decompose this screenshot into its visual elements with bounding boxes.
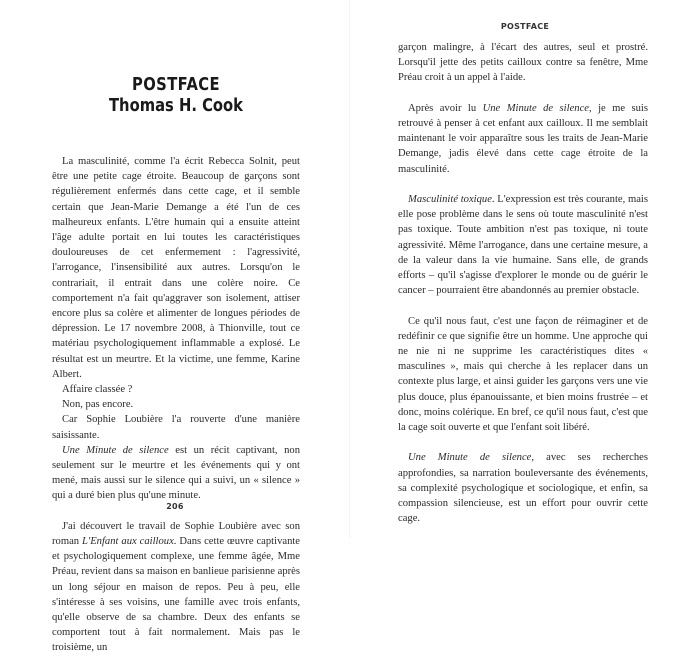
author-name: Thomas H. Cook bbox=[108, 95, 244, 116]
left-body-text bbox=[52, 154, 300, 656]
emphasis-italic: Masculinité toxique bbox=[408, 194, 492, 205]
paragraph: Ce qu'il nous faut, c'est une façon de réimaginer et de redéfinir ce que signifie être un homme. Une approche qui ne nie ni ne supprime les caractéristiques dites « masculines », mais qui cherche à les replacer dans un contexte plus large, et ainsi guider les garçons vers une vie plus douce, plus épanouissante, et bien moins frustrée – et donc, moins colérique. En bref, ce qu'il nous faut, c'est que la cage soit ouverte et que l'enfant soit libéré. bbox=[398, 315, 648, 434]
paragraph-text: Après avoir lu bbox=[408, 102, 483, 114]
book-title-italic: Une Minute de silence bbox=[408, 452, 532, 464]
right-body-text bbox=[398, 40, 648, 526]
paragraph: Non, pas encore. bbox=[62, 399, 134, 411]
book-title-italic: Une Minute de silence bbox=[482, 102, 589, 114]
paragraph bbox=[398, 101, 648, 177]
right-page bbox=[350, 0, 700, 538]
paragraph: garçon malingre, à l'écart des autres, seul et prostré. Lorsqu'il jette des petits cailloux contre sa fenêtre, Mme Préau croit à un appel à l'aide. bbox=[398, 42, 648, 84]
paragraph bbox=[52, 519, 300, 656]
paragraph-text: . L'expression est très courante, mais elle pose problème dans le sens où toute masculinité n'est pas toxique. Toute ambition n'est pas toxique, ni toute agressivité. Même l'arrogance, dans une certaine mesure, a de la valeur dans la vie humaine. Sans elle, de grands efforts – qu'il s'agisse d'explorer le monde ou de guérir le cancer – pourraient être abandonnés au premier obstacle. bbox=[398, 194, 648, 297]
paragraph bbox=[398, 192, 648, 298]
paragraph bbox=[398, 450, 648, 526]
book-title-italic: L'Enfant aux cailloux bbox=[82, 536, 174, 548]
paragraph-text: , avec ses recherches approfondies, sa narration bouleversante des événements, sa complexité psychologique et sociologique, et enfin, sa compassion silencieuse, est un effort pour ouvrir cette cage. bbox=[398, 452, 648, 525]
title-block bbox=[52, 74, 300, 116]
paragraph: La masculinité, comme l'a écrit Rebecca Solnit, peut être une petite cage étroite. Beaucoup de garçons sont régulièrement enfermés dans cette cage, et il semble certain que Jean-Marie Demange a été l'un de ces malheureux enfants. L'être humain qui a ensuite atteint l'âge adulte portait en lui toutes les caractéristiques douloureuses de cet enfermement : l'agressivité, l'arrogance, l'insensibilité aux autres. Lorsqu'on le contrariait, il entrait dans une colère noire. Ce comportement n'a fait qu'aggraver son isolement, attiser encore plus sa colère et alimenter de longues périodes de dépression. Le 17 novembre 2008, à Thionville, tout ce matériau psychologiquement inflammable a explosé. Le résultat est un meurtre. Et la victime, une femme, Karine Albert. bbox=[52, 156, 300, 380]
book-title-italic: Une Minute de silence bbox=[62, 444, 169, 456]
paragraph: Affaire classée ? bbox=[62, 384, 133, 396]
paragraph: Car Sophie Loubière l'a rouverte d'une manière saisissante. bbox=[52, 414, 300, 441]
paragraph bbox=[52, 443, 300, 504]
chapter-title: POSTFACE bbox=[131, 74, 221, 95]
left-page bbox=[0, 0, 350, 654]
paragraph-text: J'ai découvert le travail de Sophie Loubière avec son roman bbox=[52, 520, 300, 548]
paragraph-text: , je me suis retrouvé à penser à cet enfant aux cailloux. Il me semblait maintenant le voir apparaître sous les traits de Jean-Marie Demange, jadis élevé dans cette cage étroite de la masculinité. bbox=[398, 102, 649, 175]
running-head: POSTFACE bbox=[500, 22, 550, 31]
page-number: 206 bbox=[166, 502, 184, 511]
paragraph-text: . Dans cette œuvre captivante et psychologiquement complexe, une femme âgée, Mme Préau, revient dans sa maison en banlieue parisienne après un long séjour en maison de repos. Peu à peu, elle s'intéresse à ses voisins, une famille avec trois enfants, qu'elle observe de sa chambre. Deux des enfants se comportent tout à fait normalement. Mais pas le troisième, un bbox=[52, 536, 301, 654]
paragraph-text: est un récit captivant, non seulement sur le meurtre et les événements qui y ont mené, mais aussi sur le silence qui a suivi, un « silence » qui a duré bien plus qu'une minute. bbox=[52, 444, 300, 502]
